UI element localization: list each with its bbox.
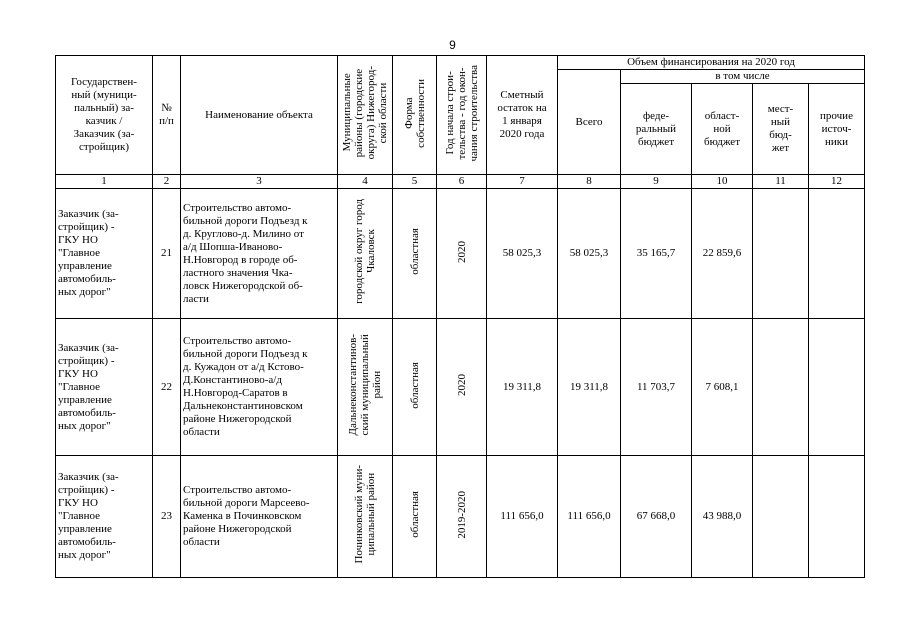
row-federal: 11 703,7 <box>621 319 692 456</box>
row-other <box>809 189 865 319</box>
header-districts: Муниципальные районы (городские округа) Нижегород- ской области <box>338 56 393 175</box>
column-number: 4 <box>338 175 393 189</box>
header-ownership: Форма собственности <box>393 56 437 175</box>
column-number: 7 <box>487 175 558 189</box>
row-number: 22 <box>153 319 181 456</box>
column-number: 2 <box>153 175 181 189</box>
row-object-name: Строительство автомо- бильной дороги Подъезд к д. Кужадон от а/д Кстово- Д.Константиново-а/д Н.Новгород-Саратов в Дальнеконстантиновском районе Нижегородской области <box>181 319 338 456</box>
row-years: 2020 <box>437 319 487 456</box>
row-district: Починковский муни- ципальный район <box>338 456 393 578</box>
header-years: Год начала строи- тельства - год окон- чания строительства <box>437 56 487 175</box>
header-number: № п/п <box>153 56 181 175</box>
header-local: мест- ный бюд- жет <box>753 84 809 175</box>
row-district: городской округ город Чкаловск <box>338 189 393 319</box>
row-ownership: областная <box>393 189 437 319</box>
header-funding-volume: Объем финансирования на 2020 год <box>558 56 865 70</box>
row-customer: Заказчик (за- стройщик) - ГКУ НО "Главное управление автомобиль- ных дорог" <box>56 456 153 578</box>
row-regional: 22 859,6 <box>692 189 753 319</box>
row-total: 58 025,3 <box>558 189 621 319</box>
header-row-1 <box>56 56 865 70</box>
table-row <box>56 456 865 578</box>
header-federal: феде- ральный бюджет <box>621 84 692 175</box>
column-number: 8 <box>558 175 621 189</box>
financing-table <box>55 55 865 578</box>
header-including: в том числе <box>621 70 865 84</box>
row-regional: 7 608,1 <box>692 319 753 456</box>
header-regional: област- ной бюджет <box>692 84 753 175</box>
row-estimate: 58 025,3 <box>487 189 558 319</box>
row-federal: 35 165,7 <box>621 189 692 319</box>
header-customer: Государствен- ный (муници- пальный) за- казчик / Заказчик (за- стройщик) <box>56 56 153 175</box>
column-number: 11 <box>753 175 809 189</box>
table-row <box>56 189 865 319</box>
row-estimate: 111 656,0 <box>487 456 558 578</box>
column-number: 10 <box>692 175 753 189</box>
column-number-row <box>56 175 865 189</box>
row-federal: 67 668,0 <box>621 456 692 578</box>
row-years: 2020 <box>437 189 487 319</box>
row-years: 2019-2020 <box>437 456 487 578</box>
column-number: 5 <box>393 175 437 189</box>
row-object-name: Строительство автомо- бильной дороги Подъезд к д. Круглово-д. Милино от а/д Шопша-Иваново- Н.Новгород в городе об- ластного значения Чка- ловск Нижегородской об- ласти <box>181 189 338 319</box>
row-number: 23 <box>153 456 181 578</box>
row-ownership: областная <box>393 319 437 456</box>
row-district: Дальнеконстантинов- ский муниципальный район <box>338 319 393 456</box>
column-number: 12 <box>809 175 865 189</box>
column-number: 1 <box>56 175 153 189</box>
row-object-name: Строительство автомо- бильной дороги Марсеево- Каменка в Починковском районе Нижегородской области <box>181 456 338 578</box>
column-number: 3 <box>181 175 338 189</box>
row-customer: Заказчик (за- стройщик) - ГКУ НО "Главное управление автомобиль- ных дорог" <box>56 189 153 319</box>
row-total: 111 656,0 <box>558 456 621 578</box>
row-local <box>753 189 809 319</box>
header-object-name: Наименование объекта <box>181 56 338 175</box>
row-ownership: областная <box>393 456 437 578</box>
row-regional: 43 988,0 <box>692 456 753 578</box>
header-estimate-balance: Сметный остаток на 1 января 2020 года <box>487 56 558 175</box>
row-total: 19 311,8 <box>558 319 621 456</box>
page-number: 9 <box>449 38 456 52</box>
row-local <box>753 319 809 456</box>
header-total: Всего <box>558 70 621 175</box>
row-other <box>809 456 865 578</box>
table-row <box>56 319 865 456</box>
row-customer: Заказчик (за- стройщик) - ГКУ НО "Главное управление автомобиль- ных дорог" <box>56 319 153 456</box>
column-number: 9 <box>621 175 692 189</box>
row-other <box>809 319 865 456</box>
header-other: прочие источ- ники <box>809 84 865 175</box>
row-number: 21 <box>153 189 181 319</box>
row-estimate: 19 311,8 <box>487 319 558 456</box>
column-number: 6 <box>437 175 487 189</box>
row-local <box>753 456 809 578</box>
